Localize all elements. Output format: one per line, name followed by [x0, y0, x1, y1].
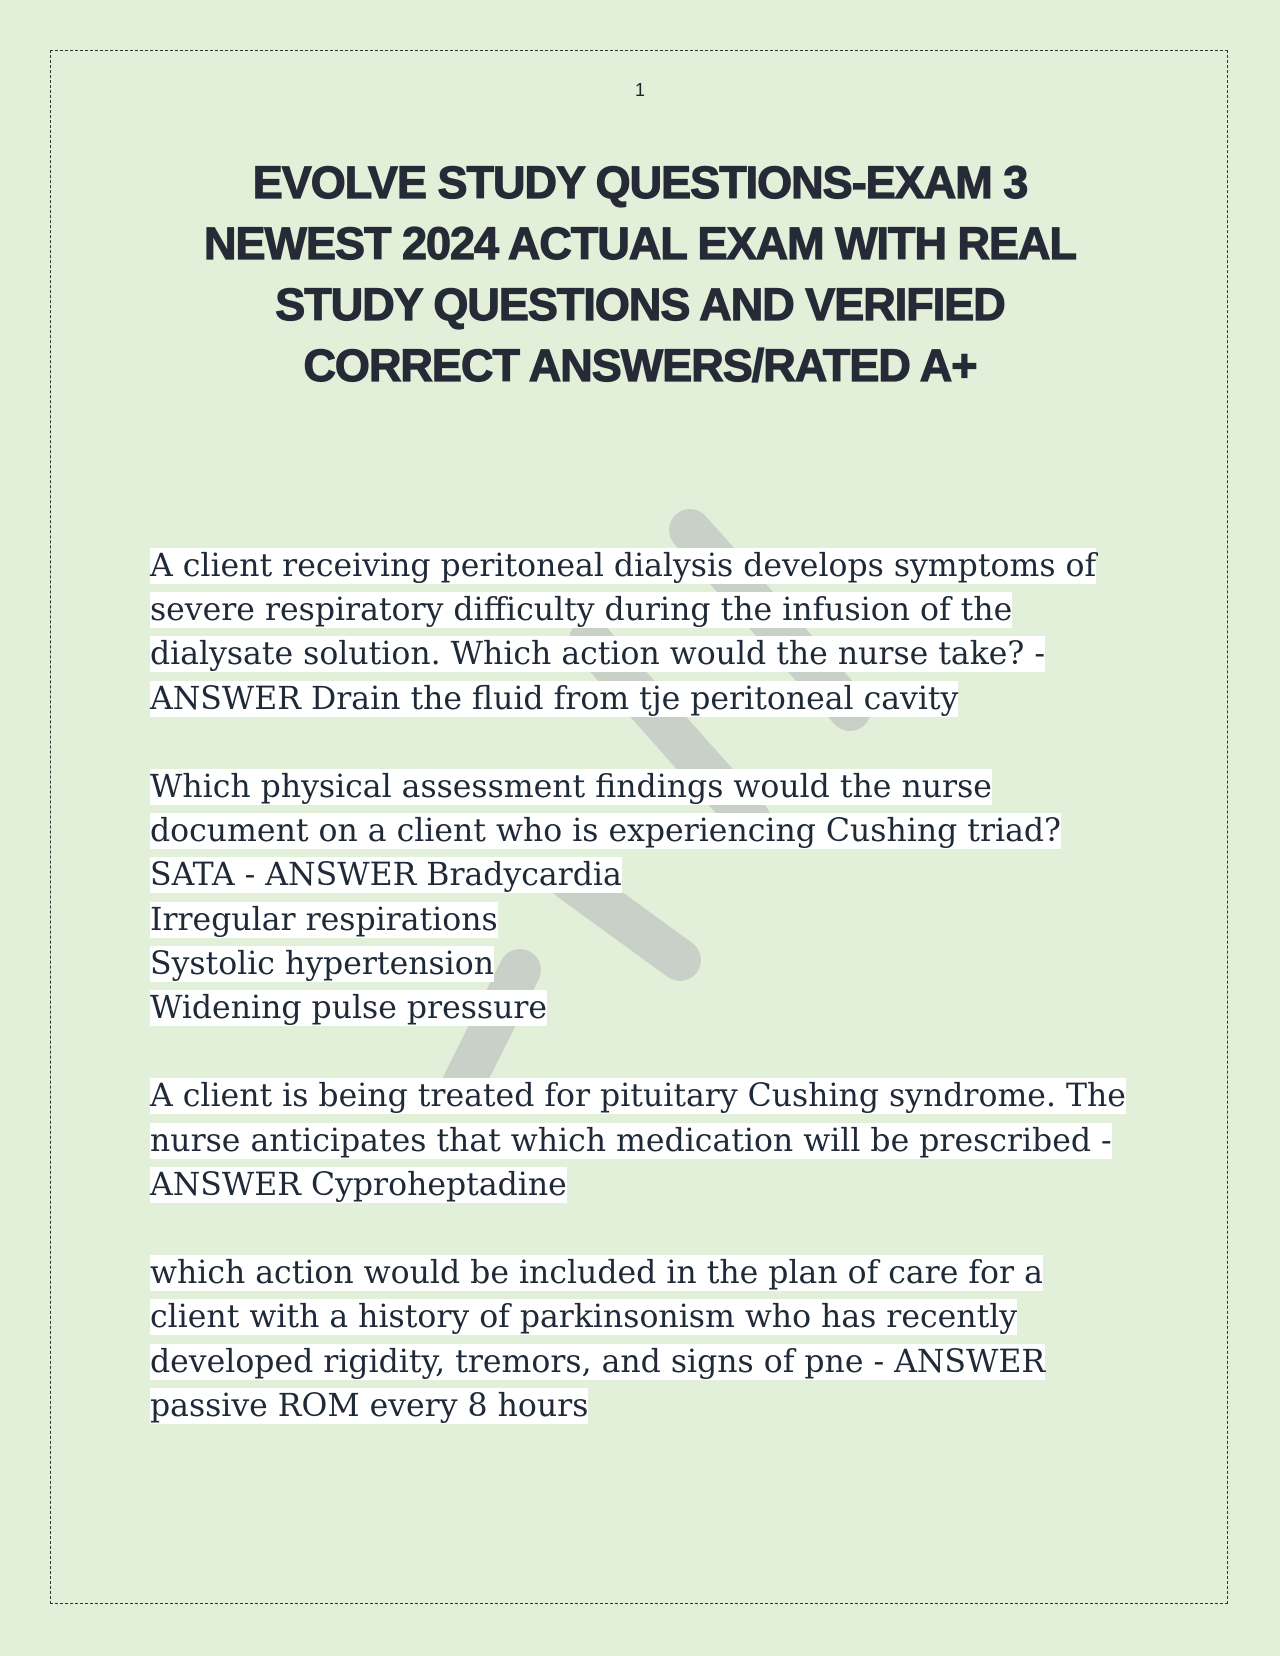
- qa-line: developed rigidity, tremors, and signs of pne - ANSWER: [150, 1343, 1046, 1380]
- qa-line: dialysate solution. Which action would the nurse take? -: [150, 636, 1045, 673]
- qa-item: [150, 765, 1140, 1030]
- qa-item: [150, 1074, 1140, 1207]
- qa-line: passive ROM every 8 hours: [150, 1387, 589, 1424]
- qa-line: severe respiratory difficulty during the infusion of the: [150, 592, 1013, 629]
- qa-line: document on a client who is experiencing Cushing triad?: [150, 813, 1061, 850]
- qa-line: which action would be included in the plan of care for a: [150, 1255, 1043, 1292]
- qa-line: Systolic hypertension: [150, 945, 494, 982]
- qa-line: Irregular respirations: [150, 901, 498, 938]
- qa-item: [150, 544, 1140, 721]
- title-line: STUDY QUESTIONS AND VERIFIED: [275, 279, 1005, 330]
- qa-line: Which physical assessment findings would the nurse: [150, 769, 992, 805]
- qa-line: SATA - ANSWER Bradycardia: [150, 857, 622, 894]
- page-number: 1: [634, 80, 645, 100]
- qa-item: [150, 1251, 1140, 1428]
- qa-line: A client is being treated for pituitary Cushing syndrome. The: [150, 1078, 1126, 1115]
- qa-line: Widening pulse pressure: [150, 990, 548, 1027]
- title-line: EVOLVE STUDY QUESTIONS-EXAM 3: [252, 157, 1028, 208]
- qa-line: ANSWER Cyproheptadine: [150, 1166, 567, 1203]
- qa-line: ANSWER Drain the fluid from tje peritoneal cavity: [150, 680, 959, 717]
- qa-line: A client receiving peritoneal dialysis develops symptoms of: [150, 548, 1097, 584]
- qa-line: client with a history of parkinsonism who has recently: [150, 1299, 1018, 1336]
- qa-content: [150, 544, 1140, 1472]
- qa-line: nurse anticipates that which medication will be prescribed -: [150, 1122, 1112, 1159]
- title-line: NEWEST 2024 ACTUAL EXAM WITH REAL: [203, 218, 1077, 269]
- title-line: CORRECT ANSWERS/RATED A+: [303, 340, 977, 391]
- document-title: [150, 152, 1130, 396]
